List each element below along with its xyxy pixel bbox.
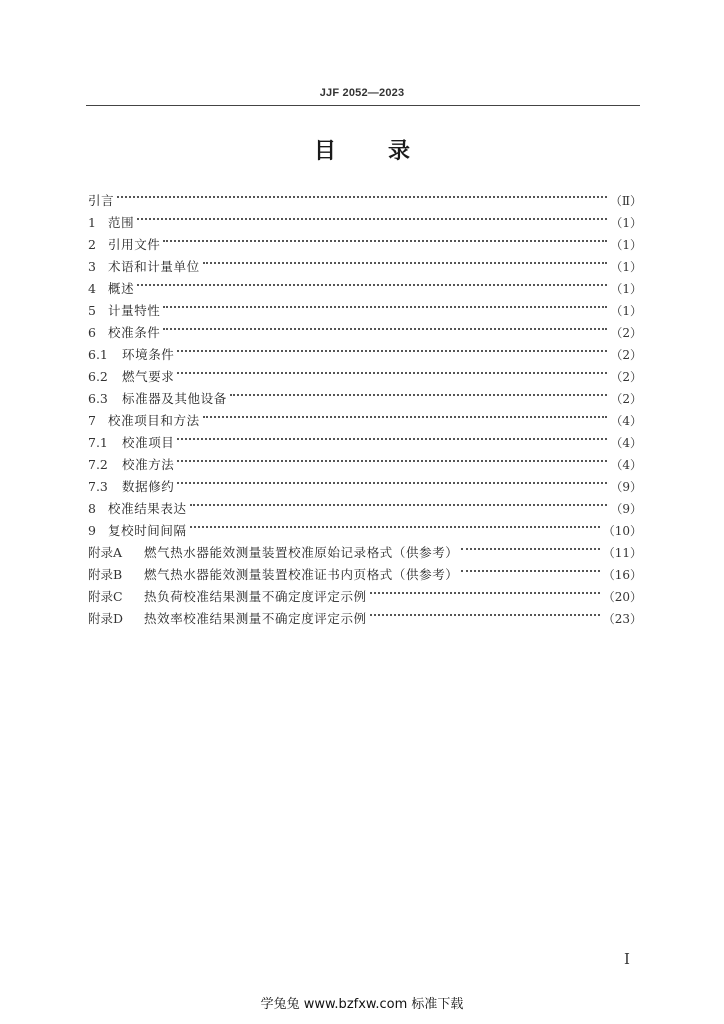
toc-entry-number: 4 <box>88 281 96 296</box>
running-header: JJF 2052—2023 <box>319 87 405 99</box>
toc-entry-title: 计量特性 <box>108 303 161 318</box>
toc-entry-number: 9 <box>88 523 96 538</box>
toc-entry-title: 概述 <box>108 281 135 296</box>
toc-entry-page: （2） <box>610 326 642 340</box>
toc-entry-page: （1） <box>610 238 642 252</box>
toc-entry-page: （4） <box>610 436 642 450</box>
toc-entry-number: 7.3 <box>88 479 108 494</box>
toc-dot-leader <box>461 557 599 579</box>
toc-dot-leader <box>370 579 600 601</box>
toc-entry-page: （4） <box>610 458 642 472</box>
toc-entry-page: （20） <box>602 590 642 604</box>
toc-entry-title: 范围 <box>108 215 135 230</box>
toc-entry[interactable] <box>88 183 642 208</box>
page-title-part1: 目 <box>313 139 336 164</box>
toc-dot-leader <box>177 337 607 359</box>
toc-entry-number: 7 <box>88 413 96 428</box>
toc-dot-leader <box>137 205 607 227</box>
toc-entry-number: 5 <box>88 303 96 318</box>
toc-entry-title: 引言 <box>88 193 115 208</box>
table-of-contents <box>88 183 642 626</box>
header-divider <box>86 105 640 106</box>
toc-dot-leader <box>190 513 600 535</box>
toc-entry-page: （1） <box>610 216 642 230</box>
toc-entry-page: （Ⅱ） <box>609 194 642 208</box>
toc-entry[interactable] <box>88 337 642 362</box>
toc-entry-page: （1） <box>610 282 642 296</box>
toc-entry-page: （23） <box>602 612 642 626</box>
toc-dot-leader <box>177 425 607 447</box>
toc-entry-title: 校准方法 <box>122 457 175 472</box>
toc-entry-page: （11） <box>602 546 642 560</box>
toc-entry-title: 校准项目和方法 <box>108 413 200 428</box>
toc-entry-title: 校准结果表达 <box>108 501 187 516</box>
toc-entry-title: 环境条件 <box>122 347 175 362</box>
toc-dot-leader <box>163 227 607 249</box>
page-number: I <box>624 950 630 968</box>
toc-dot-leader <box>230 381 608 403</box>
toc-entry[interactable] <box>88 293 642 318</box>
toc-entry-page: （9） <box>610 480 642 494</box>
toc-entry-page: （10） <box>602 524 642 538</box>
toc-entry[interactable] <box>88 271 642 296</box>
toc-dot-leader <box>137 271 607 293</box>
toc-entry-title: 校准条件 <box>108 325 161 340</box>
toc-entry-title: 术语和计量单位 <box>108 259 200 274</box>
toc-entry-title: 数据修约 <box>122 479 175 494</box>
toc-dot-leader <box>163 315 607 337</box>
toc-entry-number: 附录C <box>88 589 123 604</box>
toc-entry-number: 6.3 <box>88 391 108 406</box>
toc-entry-page: （2） <box>610 370 642 384</box>
toc-entry-title: 燃气热水器能效测量装置校准原始记录格式（供参考） <box>144 545 459 560</box>
toc-entry-number: 6.1 <box>88 347 108 362</box>
toc-entry-title: 标准器及其他设备 <box>122 391 227 406</box>
toc-entry-title: 引用文件 <box>108 237 161 252</box>
toc-entry-number: 附录B <box>88 567 123 582</box>
toc-dot-leader <box>177 359 607 381</box>
toc-dot-leader <box>370 601 600 623</box>
toc-entry-number: 附录D <box>88 611 124 626</box>
toc-entry-page: （4） <box>610 414 642 428</box>
toc-entry-title: 校准项目 <box>122 435 175 450</box>
toc-entry-page: （1） <box>610 260 642 274</box>
toc-entry-page: （2） <box>610 348 642 362</box>
toc-entry-title: 燃气热水器能效测量装置校准证书内页格式（供参考） <box>144 567 459 582</box>
toc-dot-leader <box>177 469 607 491</box>
toc-dot-leader <box>190 491 608 513</box>
toc-entry-page: （1） <box>610 304 642 318</box>
page-title-part2: 录 <box>388 139 411 164</box>
toc-entry-number: 附录A <box>88 545 123 560</box>
toc-dot-leader <box>117 183 607 205</box>
toc-entry-number: 7.2 <box>88 457 108 472</box>
toc-entry-page: （2） <box>610 392 642 406</box>
toc-entry-page: （9） <box>610 502 642 516</box>
footer-watermark: 学兔兔 www.bzfxw.com 标准下载 <box>260 997 464 1012</box>
toc-entry[interactable] <box>88 315 642 340</box>
toc-entry-number: 3 <box>88 259 96 274</box>
toc-entry[interactable] <box>88 249 642 274</box>
toc-entry-title: 热负荷校准结果测量不确定度评定示例 <box>144 589 367 604</box>
toc-dot-leader <box>163 293 607 315</box>
toc-entry-number: 7.1 <box>88 435 108 450</box>
toc-entry[interactable] <box>88 205 642 230</box>
toc-entry-page: （16） <box>602 568 642 582</box>
toc-entry-number: 8 <box>88 501 96 516</box>
page-title <box>0 134 724 165</box>
toc-entry[interactable] <box>88 227 642 252</box>
toc-entry-number: 1 <box>88 215 96 230</box>
toc-entry-number: 6.2 <box>88 369 108 384</box>
toc-entry-title: 燃气要求 <box>122 369 175 384</box>
toc-entry-number: 2 <box>88 237 96 252</box>
toc-dot-leader <box>203 249 608 271</box>
toc-entry-title: 热效率校准结果测量不确定度评定示例 <box>144 611 367 626</box>
toc-dot-leader <box>177 447 607 469</box>
toc-dot-leader <box>461 535 599 557</box>
toc-dot-leader <box>203 403 608 425</box>
toc-entry-title: 复校时间间隔 <box>108 523 187 538</box>
toc-entry-number: 6 <box>88 325 96 340</box>
